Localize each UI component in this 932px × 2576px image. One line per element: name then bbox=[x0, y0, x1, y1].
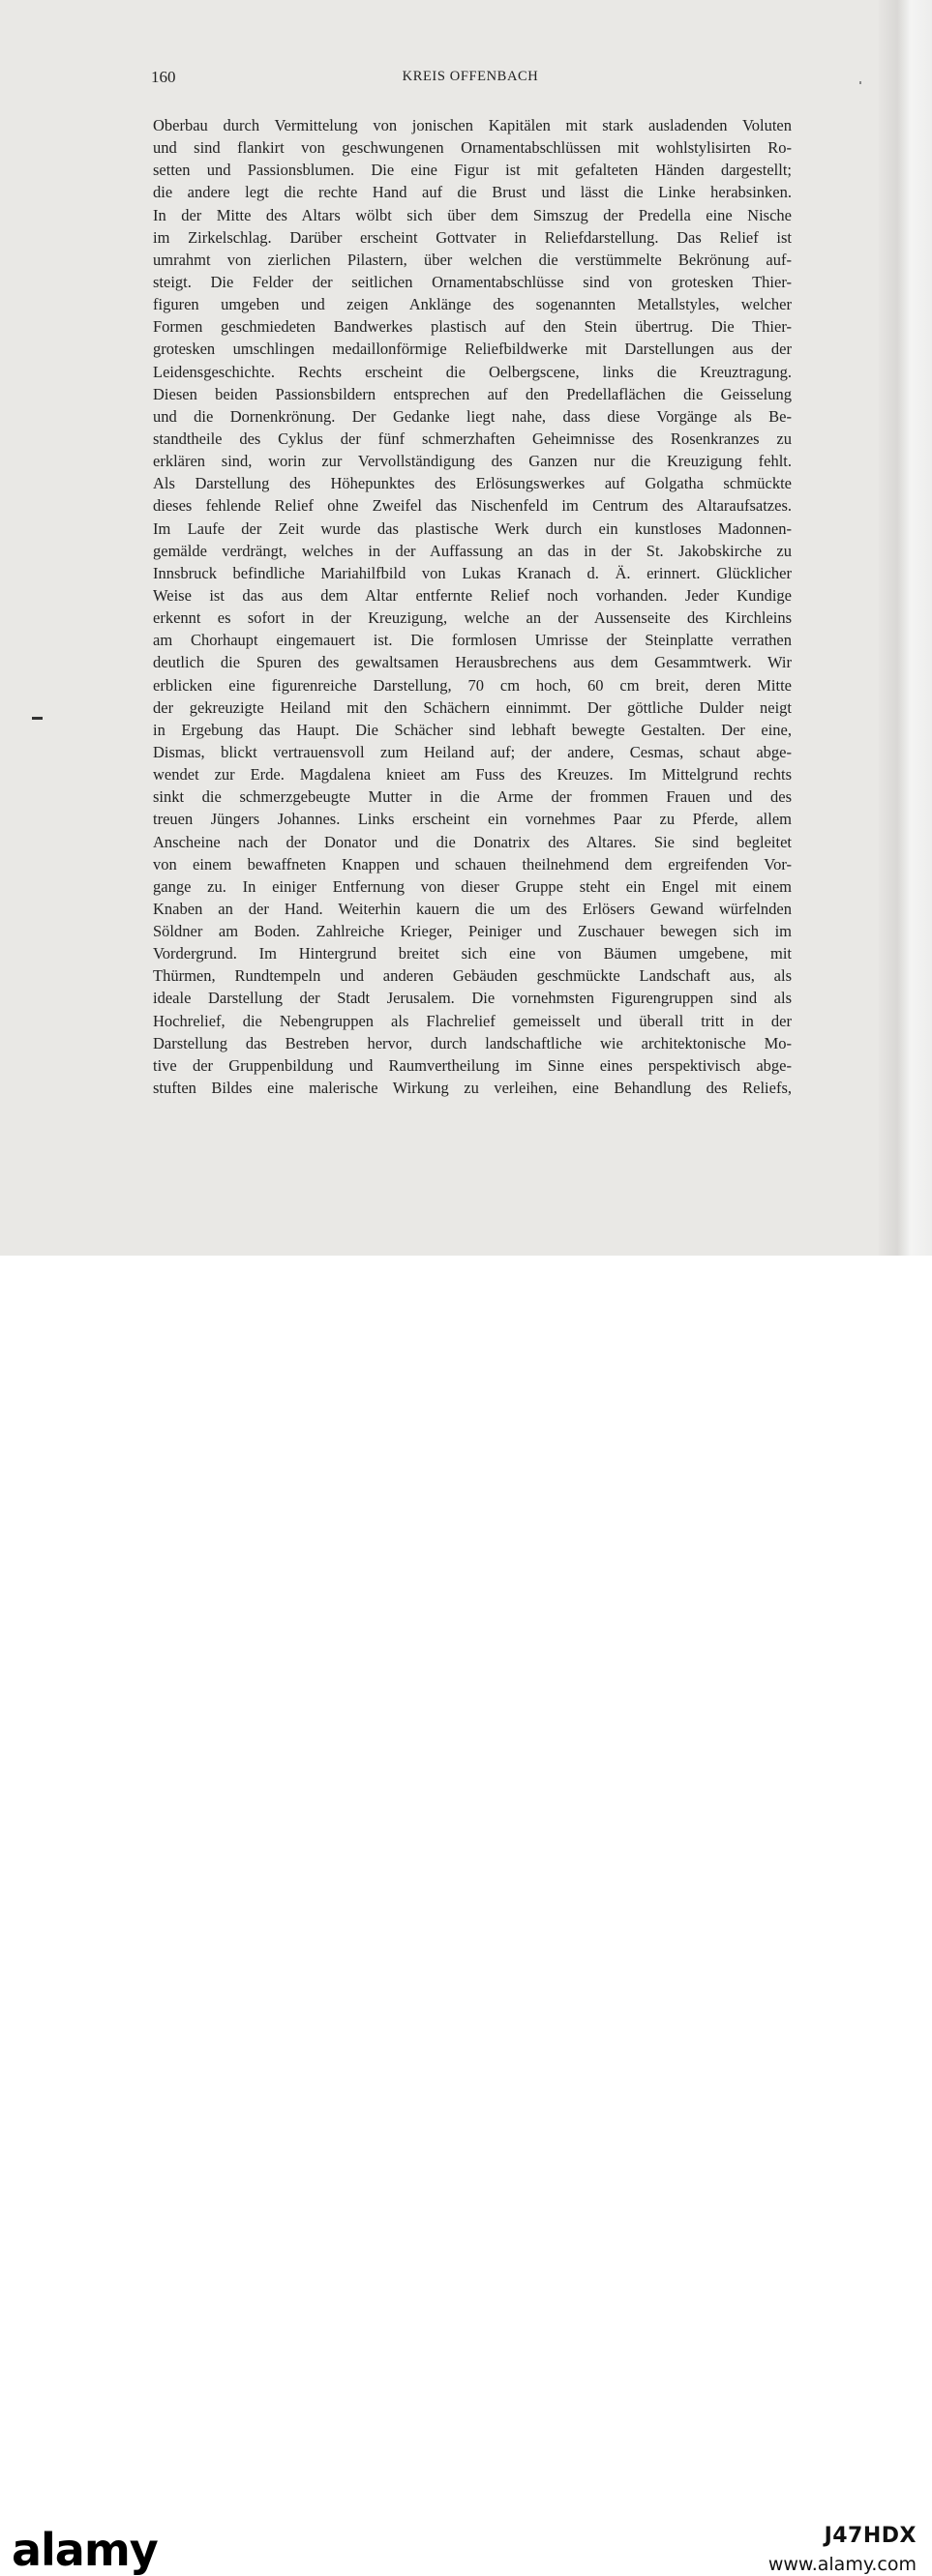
text-line: ideale Darstellung der Stadt Jerusalem. Die vornehmsten Figurengruppen sind als bbox=[153, 989, 792, 1008]
text-line: der gekreuzigte Heiland mit den Schächern einnimmt. Der göttliche Dulder neigt bbox=[153, 697, 792, 717]
text-line: Knaben an der Hand. Weiterhin kauern die um des Erlösers Gewand würfelnden bbox=[153, 899, 792, 918]
text-line: Oberbau durch Vermittelung von jonischen Kapitälen mit stark ausladenden Voluten bbox=[153, 116, 792, 134]
text-line: die andere legt die rechte Hand auf die Brust und lässt die Linke herabsinken. bbox=[153, 183, 792, 202]
text-line: steigt. Die Felder der seitlichen Ornamentabschlüsse sind von grotesken Thier- bbox=[153, 272, 792, 291]
text-line: Als Darstellung des Höhepunktes des Erlösungswerkes auf Golgatha schmückte bbox=[153, 474, 792, 493]
image-id: J47HDX bbox=[824, 2524, 917, 2548]
text-line: Weise ist das aus dem Altar entfernte Relief noch vorhanden. Jeder Kundige bbox=[153, 585, 792, 605]
text-line: und die Dornenkrönung. Der Gedanke liegt nahe, dass diese Vorgänge als Be- bbox=[153, 406, 792, 426]
text-line: Vordergrund. Im Hintergrund breitet sich eine von Bäumen umgebene, mit bbox=[153, 944, 792, 963]
site-url: www.alamy.com bbox=[767, 2554, 917, 2575]
running-title: KREIS OFFENBACH bbox=[402, 69, 539, 84]
text-line: erklären sind, worin zur Vervollständigung des Ganzen nur die Kreuzigung fehlt. bbox=[153, 452, 792, 471]
text-line: Innsbruck befindliche Mariahilfbild von Lukas Kranach d. Ä. erinnert. Glücklicher bbox=[153, 563, 792, 582]
text-line: deutlich die Spuren des gewaltsamen Herausbrechens aus dem Gesammtwerk. Wir bbox=[153, 653, 792, 672]
text-line: umrahmt von zierlichen Pilastern, über welchen die verstümmelte Bekrönung auf- bbox=[153, 250, 792, 269]
text-line: gemälde verdrängt, welches in der Auffassung an das in der St. Jakobskirche zu bbox=[153, 541, 792, 560]
text-line: wendet zur Erde. Magdalena knieet am Fuss des Kreuzes. Im Mittelgrund rechts bbox=[153, 765, 792, 785]
text-line: Hochrelief, die Nebengruppen als Flachrelief gemeisselt und überall tritt in der bbox=[153, 1011, 792, 1030]
text-line: Anscheine nach der Donator und die Donatrix des Altares. Sie sind begleitet bbox=[153, 832, 792, 851]
text-line: erblicken eine figurenreiche Darstellung, 70 cm hoch, 60 cm breit, deren Mitte bbox=[153, 675, 792, 695]
page-number: 160 bbox=[151, 68, 176, 86]
text-line: Darstellung das Bestreben hervor, durch landschaftliche wie architektonische Mo- bbox=[153, 1033, 792, 1052]
margin-mark bbox=[32, 717, 43, 720]
text-line: sinkt die schmerzgebeugte Mutter in die Arme der frommen Frauen und des bbox=[153, 787, 792, 807]
text-line: Dismas, blickt vertrauensvoll zum Heiland auf; der andere, Cesmas, schaut abge- bbox=[153, 742, 792, 761]
page-edge-shadow bbox=[879, 0, 932, 1256]
text-line: gange zu. In einiger Entfernung von dieser Gruppe steht ein Engel mit einem bbox=[153, 876, 792, 896]
text-line: Thürmen, Rundtempeln und anderen Gebäuden geschmückte Landschaft aus, als bbox=[153, 966, 792, 986]
text-line: erkennt es sofort in der Kreuzigung, welche an der Aussenseite des Kirchleins bbox=[153, 608, 792, 628]
body-text bbox=[153, 114, 792, 1099]
margin-speck bbox=[859, 81, 861, 84]
footer-info bbox=[768, 2524, 917, 2575]
text-line: tive der Gruppenbildung und Raumvertheilung im Sinne eines perspektivisch abge- bbox=[153, 1055, 792, 1075]
text-line: setten und Passionsblumen. Die eine Figur ist mit gefalteten Händen dargestellt; bbox=[153, 161, 792, 180]
text-line: treuen Jüngers Johannes. Links erscheint ein vornehmes Paar zu Pferde, allem bbox=[153, 810, 792, 829]
text-line: im Zirkelschlag. Darüber erscheint Gottvater in Reliefdarstellung. Das Relief ist bbox=[153, 227, 792, 247]
text-line: dieses fehlende Relief ohne Zweifel das Nischenfeld im Centrum des Altaraufsatzes. bbox=[153, 496, 792, 516]
text-line: stuften Bildes eine malerische Wirkung zu verleihen, eine Behandlung des Reliefs, bbox=[153, 1079, 792, 1098]
text-line: grotesken umschlingen medaillonförmige Reliefbildwerke mit Darstellungen aus der bbox=[153, 340, 792, 359]
text-line: figuren umgeben und zeigen Anklänge des sogenannten Metallstyles, welcher bbox=[153, 295, 792, 314]
text-line: In der Mitte des Altars wölbt sich über dem Simszug der Predella eine Nische bbox=[153, 205, 792, 224]
text-line: Söldner am Boden. Zahlreiche Krieger, Peiniger und Zuschauer bewegen sich im bbox=[153, 922, 792, 941]
page-header bbox=[151, 68, 790, 91]
scanned-page bbox=[0, 0, 932, 1256]
text-line: von einem bewaffneten Knappen und schauen theilnehmend dem ergreifenden Vor- bbox=[153, 854, 792, 873]
text-line: standtheile des Cyklus der fünf schmerzhaften Geheimnisse des Rosenkranzes zu bbox=[153, 429, 792, 448]
text-line: und sind flankirt von geschwungenen Ornamentabschlüssen mit wohlstylisirten Ro- bbox=[153, 138, 792, 158]
stock-footer bbox=[0, 1256, 932, 2576]
stock-logo: alamy bbox=[12, 2524, 158, 2576]
text-line: Leidensgeschichte. Rechts erscheint die Oelbergscene, links die Kreuztragung. bbox=[153, 362, 792, 381]
text-line: Formen geschmiedeten Bandwerkes plastisch auf den Stein übertrug. Die Thier- bbox=[153, 317, 792, 337]
text-line: am Chorhaupt eingemauert ist. Die formlosen Umrisse der Steinplatte verrathen bbox=[153, 631, 792, 650]
text-line: Im Laufe der Zeit wurde das plastische Werk durch ein kunstloses Madonnen- bbox=[153, 518, 792, 538]
text-line: in Ergebung das Haupt. Die Schächer sind lebhaft bewegte Gestalten. Der eine, bbox=[153, 720, 792, 739]
text-line: Diesen beiden Passionsbildern entsprechen auf den Predellaflächen die Geisselung bbox=[153, 384, 792, 403]
